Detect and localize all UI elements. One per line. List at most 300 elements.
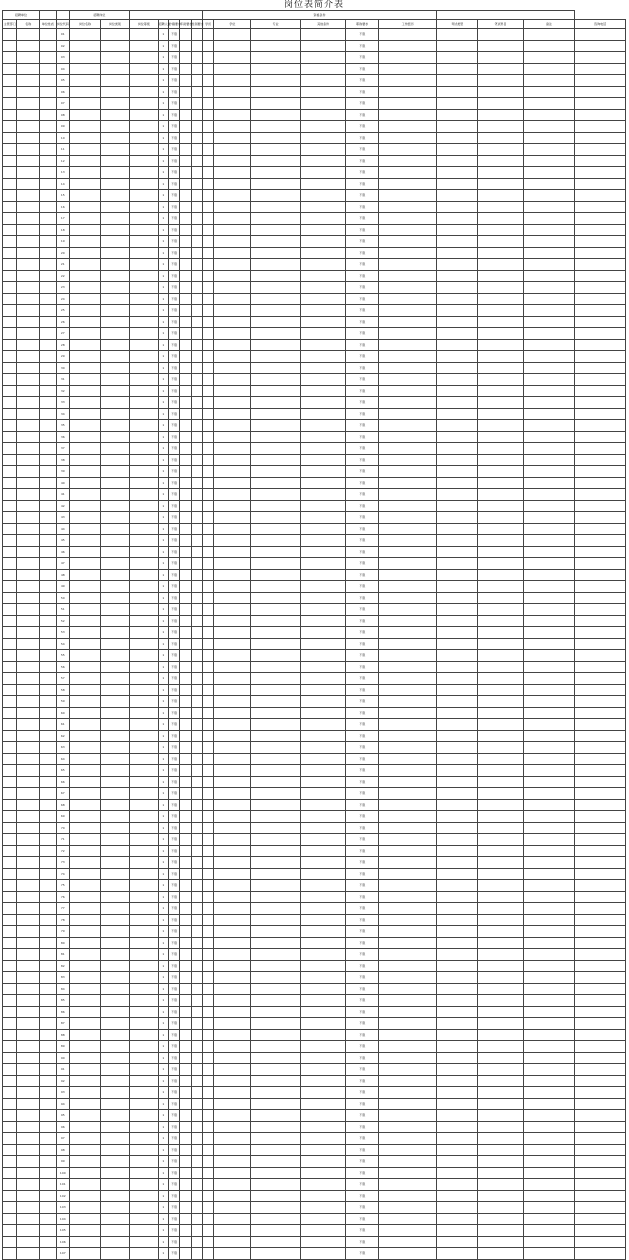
table-cell <box>523 799 575 811</box>
table-cell <box>437 742 478 754</box>
table-cell <box>40 742 56 754</box>
table-cell <box>100 385 129 397</box>
table-cell: 不限 <box>346 408 379 420</box>
table-cell <box>100 1236 129 1248</box>
table-cell: 89 <box>56 1041 69 1053</box>
table-cell <box>180 1133 191 1145</box>
table-cell <box>300 339 345 351</box>
table-cell <box>180 569 191 581</box>
table-cell <box>100 535 129 547</box>
table-cell <box>214 707 251 719</box>
table-cell <box>379 914 437 926</box>
table-cell <box>300 247 345 259</box>
table-cell <box>437 891 478 903</box>
table-cell: 23 <box>56 282 69 294</box>
table-cell <box>251 799 300 811</box>
table-cell <box>523 489 575 501</box>
table-cell <box>214 454 251 466</box>
column-header: 职称要求 <box>346 20 379 29</box>
table-cell <box>478 247 523 259</box>
table-cell <box>379 1179 437 1191</box>
table-cell <box>251 604 300 616</box>
table-cell <box>191 1190 202 1202</box>
table-cell <box>40 569 56 581</box>
table-cell <box>214 753 251 765</box>
table-cell <box>69 926 100 938</box>
table-cell: 69 <box>56 811 69 823</box>
table-cell: 04 <box>56 63 69 75</box>
table-cell <box>180 1064 191 1076</box>
table-cell <box>478 1098 523 1110</box>
table-cell: 64 <box>56 753 69 765</box>
table-cell <box>300 109 345 121</box>
table-cell <box>100 914 129 926</box>
table-cell <box>100 374 129 386</box>
column-header: 主管部门 <box>3 20 17 29</box>
table-cell <box>203 926 214 938</box>
table-cell <box>523 1064 575 1076</box>
table-cell <box>180 972 191 984</box>
table-cell <box>379 972 437 984</box>
table-row <box>3 305 626 317</box>
table-cell <box>523 1144 575 1156</box>
table-cell <box>478 972 523 984</box>
table-row <box>3 1064 626 1076</box>
table-cell <box>17 1236 40 1248</box>
table-cell: 1 <box>158 995 168 1007</box>
table-cell <box>379 949 437 961</box>
table-cell: 不限 <box>346 707 379 719</box>
table-cell <box>191 1236 202 1248</box>
table-cell <box>251 834 300 846</box>
table-cell: 67 <box>56 788 69 800</box>
table-cell <box>214 98 251 110</box>
table-cell <box>251 1041 300 1053</box>
table-cell <box>17 753 40 765</box>
table-cell <box>129 397 158 409</box>
table-cell <box>69 270 100 282</box>
table-row <box>3 581 626 593</box>
table-cell <box>523 546 575 558</box>
table-cell <box>379 1202 437 1214</box>
table-cell: 不限 <box>168 1133 179 1145</box>
table-cell <box>100 857 129 869</box>
table-cell <box>478 443 523 455</box>
table-cell <box>379 98 437 110</box>
table-cell <box>40 213 56 225</box>
table-cell: 不限 <box>168 1041 179 1053</box>
table-cell <box>191 949 202 961</box>
table-cell <box>129 1110 158 1122</box>
table-cell <box>3 362 17 374</box>
table-cell: 1 <box>158 466 168 478</box>
table-cell <box>180 650 191 662</box>
table-cell <box>203 1225 214 1237</box>
table-cell <box>523 431 575 443</box>
table-cell <box>129 811 158 823</box>
table-cell: 不限 <box>346 259 379 271</box>
table-cell <box>191 684 202 696</box>
table-cell: 不限 <box>346 1064 379 1076</box>
table-cell <box>100 546 129 558</box>
table-cell <box>379 926 437 938</box>
table-row <box>3 765 626 777</box>
table-cell <box>523 523 575 535</box>
table-cell: 不限 <box>346 868 379 880</box>
table-cell <box>180 903 191 915</box>
table-cell <box>191 592 202 604</box>
table-cell <box>3 132 17 144</box>
table-cell: 不限 <box>168 1225 179 1237</box>
table-cell: 不限 <box>346 742 379 754</box>
table-cell <box>17 52 40 64</box>
table-cell <box>100 512 129 524</box>
table-cell: 1 <box>158 1064 168 1076</box>
table-cell <box>17 972 40 984</box>
table-cell: 07 <box>56 98 69 110</box>
table-cell <box>203 604 214 616</box>
table-cell: 17 <box>56 213 69 225</box>
table-cell <box>251 1133 300 1145</box>
table-cell <box>575 834 626 846</box>
table-row <box>3 201 626 213</box>
table-cell <box>129 466 158 478</box>
table-cell <box>129 558 158 570</box>
table-cell <box>3 489 17 501</box>
table-cell <box>69 408 100 420</box>
table-cell: 1 <box>158 535 168 547</box>
table-cell <box>575 960 626 972</box>
table-cell: 1 <box>158 1202 168 1214</box>
table-cell <box>40 558 56 570</box>
table-cell <box>100 98 129 110</box>
table-cell <box>379 638 437 650</box>
table-cell <box>214 385 251 397</box>
table-cell <box>575 1190 626 1202</box>
table-cell <box>69 1041 100 1053</box>
table-cell <box>40 52 56 64</box>
table-cell <box>69 788 100 800</box>
table-cell <box>180 63 191 75</box>
table-cell <box>478 845 523 857</box>
table-cell <box>3 236 17 248</box>
table-cell: 不限 <box>168 523 179 535</box>
table-cell <box>69 1133 100 1145</box>
table-cell <box>40 730 56 742</box>
table-cell: 29 <box>56 351 69 363</box>
table-cell <box>100 592 129 604</box>
table-cell <box>40 1121 56 1133</box>
table-cell <box>251 730 300 742</box>
table-cell <box>575 132 626 144</box>
table-cell <box>437 500 478 512</box>
table-cell <box>129 155 158 167</box>
table-cell <box>437 385 478 397</box>
table-cell <box>180 661 191 673</box>
table-row <box>3 868 626 880</box>
table-cell: 不限 <box>346 362 379 374</box>
table-cell <box>203 1133 214 1145</box>
table-cell <box>180 1167 191 1179</box>
table-cell: 不限 <box>168 1167 179 1179</box>
table-cell: 不限 <box>346 788 379 800</box>
table-cell <box>129 765 158 777</box>
table-cell <box>203 546 214 558</box>
table-cell <box>129 1064 158 1076</box>
table-cell <box>300 799 345 811</box>
table-cell <box>251 408 300 420</box>
table-cell <box>478 420 523 432</box>
table-cell <box>575 1052 626 1064</box>
table-cell <box>214 374 251 386</box>
table-cell <box>300 489 345 501</box>
table-cell <box>203 500 214 512</box>
table-cell <box>3 270 17 282</box>
table-cell <box>523 673 575 685</box>
table-cell: 不限 <box>168 1202 179 1214</box>
table-cell <box>100 454 129 466</box>
table-cell <box>17 454 40 466</box>
table-cell <box>300 167 345 179</box>
table-cell <box>180 868 191 880</box>
table-cell <box>251 489 300 501</box>
table-cell <box>180 811 191 823</box>
table-cell <box>69 1213 100 1225</box>
table-cell: 不限 <box>168 903 179 915</box>
table-cell <box>17 880 40 892</box>
table-cell <box>300 949 345 961</box>
table-cell <box>180 1006 191 1018</box>
table-cell <box>100 1190 129 1202</box>
table-cell <box>379 132 437 144</box>
table-cell <box>437 454 478 466</box>
table-cell <box>300 1121 345 1133</box>
table-cell <box>523 351 575 363</box>
table-cell <box>40 1087 56 1099</box>
table-cell <box>40 1110 56 1122</box>
table-cell <box>437 811 478 823</box>
table-cell <box>17 983 40 995</box>
table-row <box>3 638 626 650</box>
table-cell: 不限 <box>346 270 379 282</box>
table-cell <box>17 339 40 351</box>
table-cell: 不限 <box>346 523 379 535</box>
table-cell <box>3 1248 17 1260</box>
table-cell <box>40 282 56 294</box>
table-cell: 1 <box>158 121 168 133</box>
table-cell <box>575 190 626 202</box>
table-cell: 05 <box>56 75 69 87</box>
table-cell <box>523 397 575 409</box>
table-cell <box>379 86 437 98</box>
table-cell <box>191 167 202 179</box>
table-cell <box>300 638 345 650</box>
table-cell <box>214 914 251 926</box>
table-cell: 1 <box>158 454 168 466</box>
table-cell <box>100 523 129 535</box>
table-cell <box>214 213 251 225</box>
table-cell <box>478 903 523 915</box>
table-cell <box>17 730 40 742</box>
table-cell <box>129 1167 158 1179</box>
table-cell <box>379 604 437 616</box>
table-cell <box>17 282 40 294</box>
table-cell <box>69 949 100 961</box>
table-cell <box>69 903 100 915</box>
table-cell: 72 <box>56 845 69 857</box>
table-cell <box>191 857 202 869</box>
table-cell <box>523 259 575 271</box>
table-cell <box>180 1075 191 1087</box>
table-cell <box>523 558 575 570</box>
table-cell <box>3 224 17 236</box>
table-cell <box>203 1041 214 1053</box>
table-cell <box>214 224 251 236</box>
table-cell <box>203 316 214 328</box>
table-cell: 1 <box>158 1041 168 1053</box>
table-cell <box>180 788 191 800</box>
table-cell <box>69 339 100 351</box>
table-cell: 06 <box>56 86 69 98</box>
table-cell: 不限 <box>168 696 179 708</box>
table-cell <box>191 316 202 328</box>
table-cell <box>100 1087 129 1099</box>
table-cell <box>129 799 158 811</box>
table-cell <box>100 351 129 363</box>
table-cell <box>523 500 575 512</box>
table-cell: 1 <box>158 983 168 995</box>
table-cell <box>100 339 129 351</box>
table-row <box>3 845 626 857</box>
table-cell <box>575 799 626 811</box>
table-cell: 84 <box>56 983 69 995</box>
table-cell <box>191 569 202 581</box>
table-cell: 1 <box>158 224 168 236</box>
table-cell <box>180 707 191 719</box>
table-cell: 不限 <box>346 811 379 823</box>
table-cell <box>379 305 437 317</box>
table-cell: 1 <box>158 661 168 673</box>
table-cell <box>129 1006 158 1018</box>
table-cell <box>523 753 575 765</box>
table-cell <box>17 408 40 420</box>
table-cell: 不限 <box>346 98 379 110</box>
table-cell <box>3 983 17 995</box>
table-cell <box>69 650 100 662</box>
table-cell <box>523 1041 575 1053</box>
table-cell <box>191 328 202 340</box>
table-cell <box>379 224 437 236</box>
table-cell <box>478 753 523 765</box>
table-cell <box>214 270 251 282</box>
table-cell <box>69 454 100 466</box>
table-cell <box>100 972 129 984</box>
table-cell <box>203 109 214 121</box>
table-cell <box>575 86 626 98</box>
table-cell <box>575 684 626 696</box>
table-cell: 1 <box>158 29 168 41</box>
table-cell <box>300 569 345 581</box>
table-cell <box>17 811 40 823</box>
table-cell <box>69 776 100 788</box>
table-cell <box>523 995 575 1007</box>
table-cell <box>69 581 100 593</box>
table-cell <box>203 558 214 570</box>
table-cell <box>129 305 158 317</box>
table-cell: 86 <box>56 1006 69 1018</box>
table-cell <box>180 500 191 512</box>
table-cell <box>17 638 40 650</box>
table-cell <box>40 834 56 846</box>
table-cell <box>437 52 478 64</box>
table-cell: 不限 <box>346 891 379 903</box>
table-cell <box>478 1190 523 1202</box>
table-cell <box>3 1041 17 1053</box>
table-cell <box>3 247 17 259</box>
table-cell <box>437 1098 478 1110</box>
table-cell <box>100 707 129 719</box>
table-cell: 1 <box>158 1190 168 1202</box>
table-cell <box>251 788 300 800</box>
table-cell <box>203 1052 214 1064</box>
table-cell <box>203 167 214 179</box>
table-cell <box>300 546 345 558</box>
table-cell: 不限 <box>346 1213 379 1225</box>
table-cell <box>180 1144 191 1156</box>
table-cell <box>129 144 158 156</box>
table-cell <box>214 86 251 98</box>
table-cell: 不限 <box>168 259 179 271</box>
table-cell <box>379 190 437 202</box>
table-cell: 1 <box>158 1075 168 1087</box>
table-row <box>3 431 626 443</box>
table-cell <box>575 569 626 581</box>
table-cell <box>523 834 575 846</box>
table-cell: 1 <box>158 155 168 167</box>
table-cell <box>17 1098 40 1110</box>
table-cell <box>300 1190 345 1202</box>
table-cell: 不限 <box>168 40 179 52</box>
table-cell: 不限 <box>168 1121 179 1133</box>
table-cell <box>379 753 437 765</box>
table-cell <box>3 799 17 811</box>
table-cell: 15 <box>56 190 69 202</box>
table-cell <box>523 788 575 800</box>
table-cell <box>129 178 158 190</box>
table-cell <box>251 397 300 409</box>
table-cell <box>203 914 214 926</box>
table-cell: 66 <box>56 776 69 788</box>
table-cell <box>129 834 158 846</box>
table-cell: 不限 <box>346 190 379 202</box>
table-cell: 不限 <box>346 293 379 305</box>
table-cell <box>300 581 345 593</box>
table-cell <box>300 236 345 248</box>
table-cell <box>251 960 300 972</box>
table-cell <box>523 213 575 225</box>
table-cell <box>300 857 345 869</box>
table-cell: 1 <box>158 282 168 294</box>
table-cell <box>3 1144 17 1156</box>
table-cell <box>575 581 626 593</box>
table-cell <box>300 788 345 800</box>
table-cell <box>3 293 17 305</box>
table-cell <box>478 98 523 110</box>
table-cell <box>129 788 158 800</box>
table-cell <box>100 270 129 282</box>
table-cell <box>100 52 129 64</box>
table-cell <box>3 167 17 179</box>
